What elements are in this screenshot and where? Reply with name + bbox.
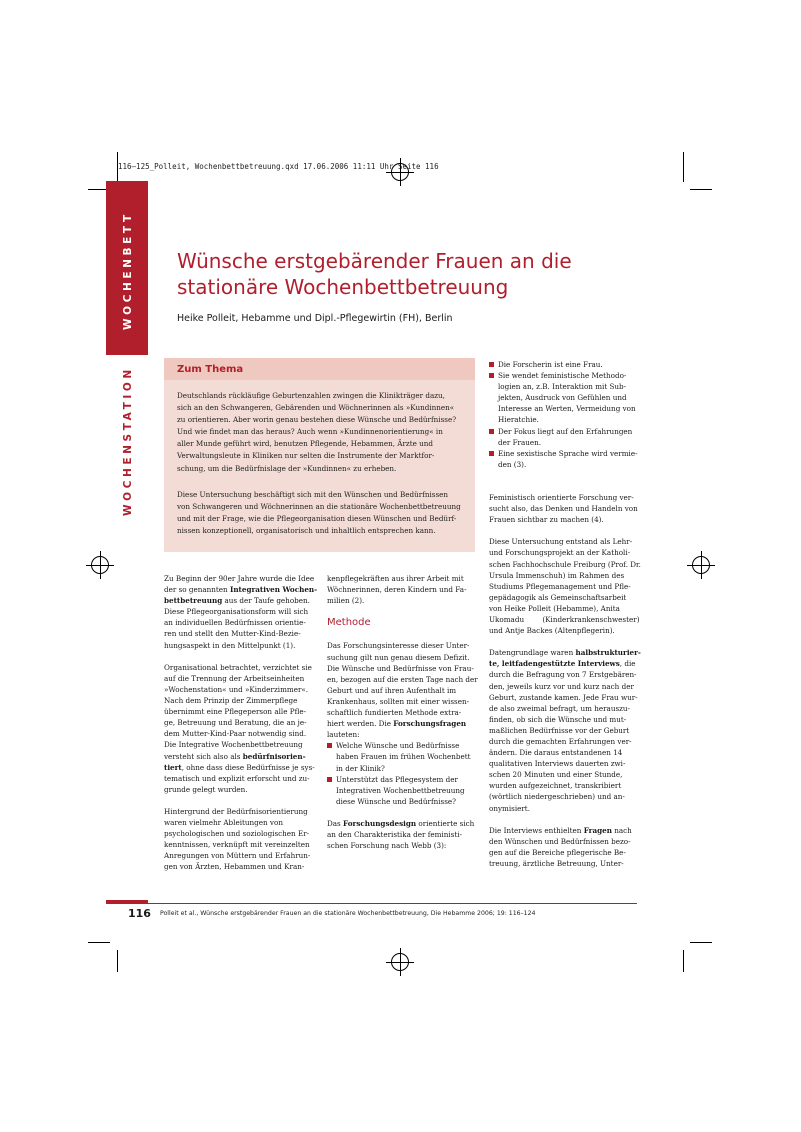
list-item: Welche Wünsche und Bedürfnisse haben Frauen im frühen Wochenbett in der Klinik? (327, 740, 475, 773)
text-column-2 (327, 573, 478, 862)
paragraph: Die Interviews enthielten Fragen nach den Wünschen und Bedürfnissen bezo- gen auf die Bereiche pflegerische Be- treuung, ärztliche Betreuung, Unter- (489, 825, 632, 869)
paragraph: Hintergrund der Bedürfnisorientierung waren vielmehr Ableitungen von psychologischen und soziologischen Er- kenntnissen, verknüpft mit vereinzelten Anregungen von Müttern und Erfahrun- gen von Ärzten, Hebammen und Kran- (164, 806, 311, 872)
crop-mark (117, 152, 118, 182)
list-item: Eine sexistische Sprache wird vermie- den (3). (489, 448, 637, 470)
paragraph: Zu Beginn der 90er Jahre wurde die Idee der so genannten Integrativen Wochen- bettbetreuung aus der Taufe gehoben. Diese Pflegeorganisationsform will sich an individuellen Bedürfnissen orientie- ren und stellt den Mutter-Kind-Bezie- hungsaspekt in den Mittelpunkt (1). (164, 574, 318, 650)
registration-mark-icon (91, 556, 109, 574)
crop-mark (690, 942, 712, 943)
paragraph: Das Forschungsinteresse dieser Unter- suchung gilt nun genau diesem Defizit. Die Wünsche und Bedürfnisse von Frau- en, bezogen auf die ersten Tage nach der Geburt und auf ihren Aufenthalt im Krankenhaus, sollten mit einer wissen- schaftlich fundierten Methode extra- hiert werden. Die Forschungsfragen lauteten: (327, 641, 478, 740)
title-line: stationäre Wochenbettbetreuung (177, 275, 509, 299)
topic-box-title: Zum Thema (177, 364, 244, 375)
crop-mark (683, 950, 684, 972)
print-slug: 116–125_Polleit, Wochenbettbetreuung.qxd 17.06.2006 11:11 Uhr Seite 116 (118, 162, 439, 171)
registration-mark-icon (391, 163, 409, 181)
text-column-3 (489, 359, 641, 880)
section-tab-primary: WOCHENBETT (122, 211, 134, 330)
crop-mark (683, 152, 684, 182)
list-item: Die Forscherin ist eine Frau. (489, 359, 637, 370)
crop-mark (117, 950, 118, 972)
paragraph: Organisational betrachtet, verzichtet sie auf die Trennung der Arbeitseinheiten »Wochenstation« und »Kinderzimmer«. Nach dem Prinzip der Zimmerpflege übernimmt eine Pflegeperson alle Pfle- ge, Betreuung und Beratung, die an je- dem Mutter-Kind-Paar notwendig sind. Die Integrative Wochenbettbetreuung versteht sich also als bedürfnisorien- tiert, ohne dass diese Bedürfnisse je sys- tematisch und explizit erforscht und zu- grunde gelegt wurden. (164, 662, 315, 794)
paragraph: Datengrundlage waren halbstrukturier- te, leitfadengestützte Interviews, die durch die Befragung von 7 Erstgebären- den, jeweils kurz vor und kurz nach der Geburt, zustande kamen. Jede Frau wur- de also zweimal befragt, um herauszu- finden, ob sich die Wünsche und mut- maßlichen Bedürfnisse vor der Geburt durch die gemachten Erfahrungen ver- ändern. Die daraus entstandenen 14 qualitativen Interviews dauerten zwi- schen 20 Minuten und einer Stunde, wurden aufgezeichnet, transkribiert (wörtlich niedergeschrieben) und an- onymisiert. (489, 648, 641, 813)
paragraph: Feministisch orientierte Forschung ver- sucht also, das Denken und Handeln von Frauen sichtbar zu machen (4). (489, 492, 638, 525)
section-heading: Methode (327, 617, 371, 629)
section-tab-secondary: WOCHENSTATION (122, 366, 134, 516)
list-item: Der Fokus liegt auf den Erfahrungen der Frauen. (489, 426, 637, 448)
topic-box-paragraph: Diese Untersuchung beschäftigt sich mit den Wünschen und Bedürfnissen von Schwangeren und Wöchnerinnen an die stationäre Wochenbettbetreuung und mit der Frage, wie die Pflegeorganisation diesen Wünschen und Bedürf- nissen konzeptionell, organisatorisch und inhaltlich entsprechen kann. (177, 490, 461, 536)
page-number: 116 (128, 907, 151, 920)
crop-mark (690, 189, 712, 190)
paragraph: kenpflegekräften aus ihrer Arbeit mit Wöchnerinnen, deren Kindern und Fa- milien (2). (327, 574, 467, 606)
text-column-1 (164, 573, 318, 884)
title-line: Wünsche erstgebärender Frauen an die (177, 249, 572, 273)
article-title (177, 248, 597, 300)
list-item: Unterstützt das Pflegesystem der Integrativen Wochenbettbetreuung diese Wünsche und Bedürfnisse? (327, 774, 475, 807)
footer-rule (106, 903, 637, 904)
registration-mark-icon (692, 556, 710, 574)
registration-mark-icon (391, 953, 409, 971)
crop-mark (88, 942, 110, 943)
footer-citation: Polleit et al., Wünsche erstgebärender Frauen an die stationäre Wochenbettbetreuung, Die Hebamme 2006; 19: 116–124 (160, 910, 536, 917)
paragraph: Diese Untersuchung entstand als Lehr- und Forschungsprojekt an der Katholi- schen Fachhochschule Freiburg (Prof. Dr. Ursula Immenschuh) im Rahmen des Studiums Pflegemanagement und Pfle- gepädagogik als Gemeinschaftsarbeit von Heike Polleit (Hebamme), Anita Ukomadu (Kinderkrankenschwester) und Antje Backes (Altenpflegerin). (489, 537, 641, 636)
article-author: Heike Polleit, Hebamme und Dipl.-Pflegewirtin (FH), Berlin (177, 313, 453, 324)
paragraph: Das Forschungsdesign orientierte sich an den Charakteristika der feministi- schen Forschung nach Webb (3): (327, 818, 475, 851)
list-item: Sie wendet feministische Methodo- logien an, z.B. Interaktion mit Sub- jekten, Ausdruck von Gefühlen und Interesse an Werten, Vermeidung von Hieratchie. (489, 370, 637, 425)
topic-box-paragraph: Deutschlands rückläufige Geburtenzahlen zwingen die Klinikträger dazu, sich an den Schwangeren, Gebärenden und Wöchnerinnen als »Kundinnen« zu orientieren. Aber worin genau bestehen diese Wünsche und Bedürfnisse? Und wie findet man das heraus? Auch wenn »Kundinnenorientierung« in aller Munde geführt wird, benutzen Pflegende, Hebammen, Ärzte und Verwaltungsleute in Kliniken nur selten die Instrumente der Marktfor- schung, um die Bedürfnislage der »Kundinnen« zu erheben. (177, 391, 457, 473)
